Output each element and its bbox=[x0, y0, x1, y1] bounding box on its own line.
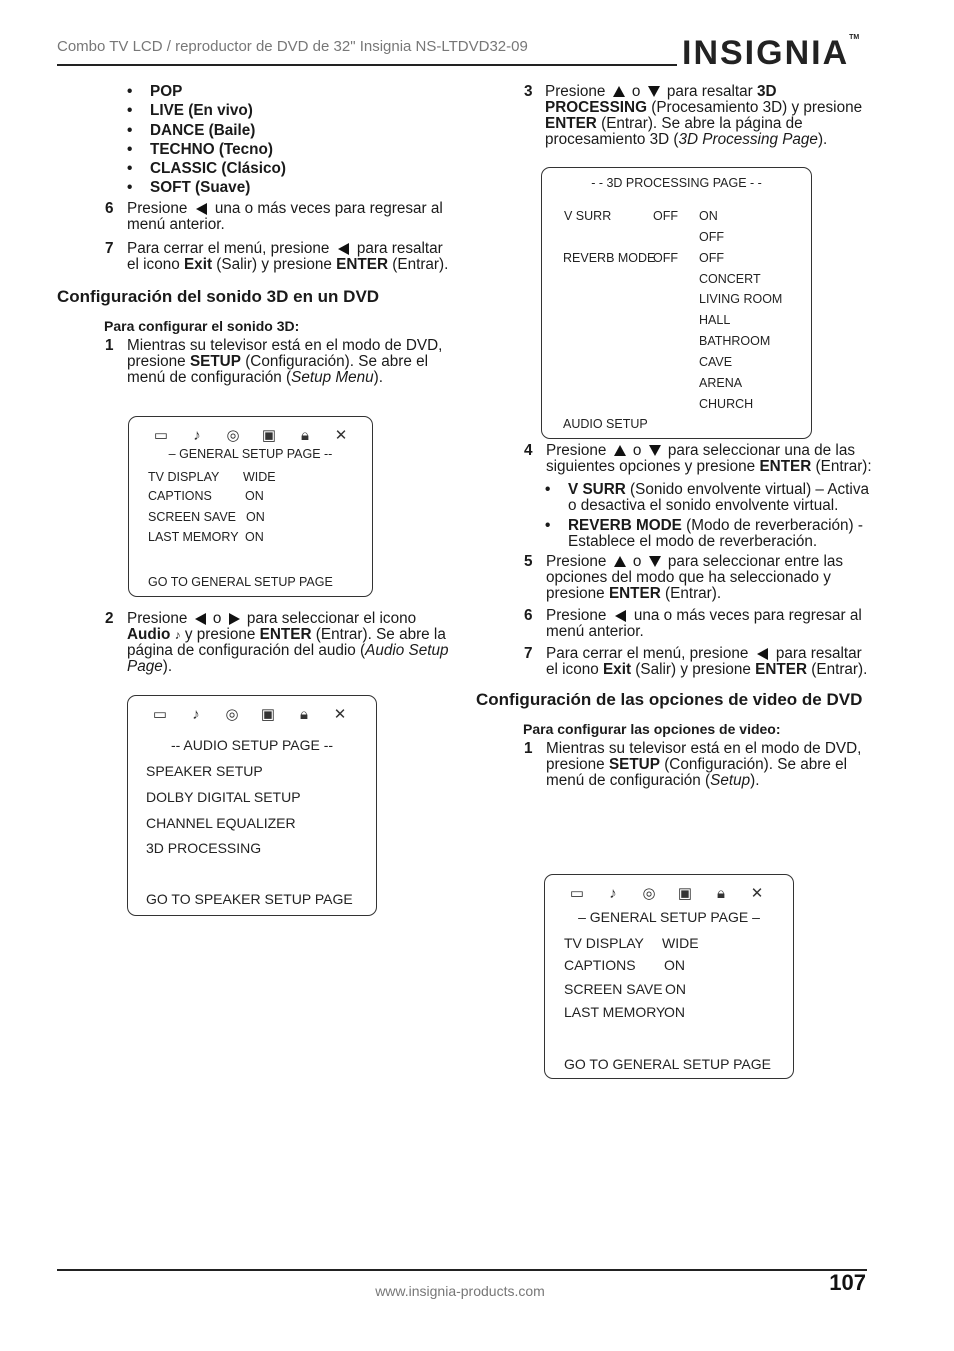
tv-icon: ▭ bbox=[153, 427, 169, 444]
menu-value: ON bbox=[245, 489, 264, 503]
menu-option: CAVE bbox=[699, 355, 733, 369]
audio-icon: ♪ bbox=[609, 884, 617, 902]
menu-icon-bar bbox=[149, 425, 353, 445]
menu-value: WIDE bbox=[243, 470, 276, 484]
video-icon: ▣ bbox=[677, 885, 693, 902]
lock-icon: 🔒︎ bbox=[717, 884, 725, 902]
step-number: 4 bbox=[524, 442, 533, 459]
audio-icon: ♪ bbox=[174, 628, 181, 642]
menu-title: -- AUDIO SETUP PAGE -- bbox=[170, 737, 334, 753]
step-1: 1 Mientras su televisor está en el modo de DVD, presione SETUP (Configuración). Se abre el menú de configuración (Setup Menu). bbox=[105, 337, 443, 387]
section-heading: Configuración de las opciones de video de DVD bbox=[476, 690, 863, 709]
menu-label: CAPTIONS bbox=[148, 489, 212, 503]
menu-label: TV DISPLAY bbox=[564, 935, 644, 951]
menu-value: ON bbox=[665, 981, 686, 997]
down-arrow-icon bbox=[649, 445, 661, 456]
menu-title: - - 3D PROCESSING PAGE - - bbox=[591, 176, 762, 190]
lock-icon: 🔒︎ bbox=[301, 426, 309, 444]
step-7: 7 Para cerrar el menú, presione para resaltar el icono Exit (Salir) y presione ENTER (Entrar). bbox=[524, 645, 868, 678]
menu-option: CHURCH bbox=[699, 397, 754, 411]
left-column bbox=[57, 84, 457, 386]
menu-item: DOLBY DIGITAL SETUP bbox=[146, 789, 301, 805]
menu-label: SCREEN SAVE bbox=[564, 981, 663, 997]
up-arrow-icon bbox=[614, 445, 626, 456]
left-arrow-icon bbox=[615, 610, 626, 622]
menu-title: – GENERAL SETUP PAGE – bbox=[578, 909, 760, 925]
list-item: • POP bbox=[127, 84, 457, 100]
list-item: • SOFT (Suave) bbox=[127, 180, 457, 196]
menu-item: CHANNEL EQUALIZER bbox=[146, 815, 296, 831]
footer-rule bbox=[57, 1269, 867, 1271]
menu-option: BATHROOM bbox=[699, 334, 771, 348]
up-arrow-icon bbox=[614, 556, 626, 567]
general-setup-menu bbox=[128, 416, 373, 597]
menu-label: CAPTIONS bbox=[564, 957, 636, 973]
step-number: 6 bbox=[105, 200, 114, 218]
left-arrow-icon bbox=[196, 203, 207, 215]
menu-option: OFF bbox=[699, 230, 724, 244]
right-arrow-icon bbox=[229, 613, 240, 625]
step-number: 6 bbox=[524, 607, 533, 624]
step-number: 1 bbox=[524, 740, 533, 757]
menu-label: V SURR bbox=[564, 209, 612, 223]
left-arrow-icon bbox=[195, 613, 206, 625]
dolby-icon: ◎ bbox=[226, 427, 240, 444]
step-number: 7 bbox=[105, 240, 114, 258]
left-arrow-icon bbox=[757, 648, 768, 660]
list-item: • LIVE (En vivo) bbox=[127, 103, 457, 119]
menu-footer: GO TO GENERAL SETUP PAGE bbox=[564, 1056, 771, 1072]
dolby-icon: ◎ bbox=[642, 885, 656, 902]
menu-title: – GENERAL SETUP PAGE -- bbox=[168, 447, 333, 461]
bullet: • bbox=[545, 481, 551, 498]
footer-url: www.insignia-products.com bbox=[375, 1283, 545, 1299]
menu-item: SPEAKER SETUP bbox=[146, 763, 263, 779]
step-4: 4 Presione o para seleccionar una de las siguientes opciones y presione ENTER (Entrar): bbox=[524, 442, 872, 475]
exit-icon: ✕ bbox=[750, 885, 764, 902]
exit-icon: ✕ bbox=[333, 706, 347, 723]
step-1: 1 Mientras su televisor está en el modo de DVD, presione SETUP (Configuración). Se abre el menú de configuración (Setup). bbox=[524, 740, 862, 789]
step-3: 3 Presione o para resaltar 3D PROCESSING (Procesamiento 3D) y presione ENTER (Entrar). Se abre la página de procesamiento 3D (3D Processing Page). bbox=[524, 83, 863, 148]
menu-option: OFF bbox=[699, 251, 724, 265]
menu-label: LAST MEMORY bbox=[148, 530, 239, 544]
lock-icon: 🔒︎ bbox=[300, 705, 308, 723]
tv-icon: ▭ bbox=[569, 885, 585, 902]
audio-setup-menu bbox=[127, 695, 377, 916]
bullet: • bbox=[545, 517, 551, 534]
menu-value: ON bbox=[246, 510, 265, 524]
page-number: 107 bbox=[829, 1270, 866, 1295]
menu-value: OFF bbox=[653, 209, 678, 223]
menu-label: TV DISPLAY bbox=[148, 470, 220, 484]
right-column-steps bbox=[476, 443, 876, 789]
step-number: 2 bbox=[105, 610, 114, 627]
menu-footer: AUDIO SETUP bbox=[563, 417, 648, 431]
audio-icon: ♪ bbox=[193, 426, 201, 444]
list-item: • DANCE (Baile) bbox=[127, 123, 457, 139]
menu-option: ARENA bbox=[699, 376, 743, 390]
step-6: 6 Presione una o más veces para regresar al menú anterior. bbox=[524, 607, 862, 640]
procedure-title: Para configurar las opciones de video: bbox=[523, 721, 781, 737]
procedure-title: Para configurar el sonido 3D: bbox=[104, 318, 300, 335]
step-5: 5 Presione o para seleccionar entre las opciones del modo que ha seleccionado y presione ENTER (Entrar). bbox=[524, 553, 844, 602]
step-number: 5 bbox=[524, 553, 533, 570]
list-item: • TECHNO (Tecno) bbox=[127, 142, 457, 158]
audio-icon: ♪ bbox=[192, 705, 200, 723]
general-setup-menu-video bbox=[544, 874, 794, 1079]
step-2: 2 Presione o para seleccionar el icono Audio ♪ y presione ENTER (Entrar). Se abre la página de configuración del audio (Audio Setup Page). bbox=[105, 610, 449, 675]
section-heading: Configuración del sonido 3D en un DVD bbox=[57, 287, 380, 307]
video-icon: ▣ bbox=[260, 706, 276, 723]
menu-value: ON bbox=[245, 530, 264, 544]
tv-icon: ▭ bbox=[152, 706, 168, 723]
step-6: 6 Presione una o más veces para regresar al menú anterior. bbox=[105, 200, 443, 234]
dolby-icon: ◎ bbox=[225, 706, 239, 723]
menu-item: 3D PROCESSING bbox=[146, 840, 262, 856]
menu-footer: GO TO SPEAKER SETUP PAGE bbox=[146, 891, 353, 907]
step-number: 3 bbox=[524, 83, 533, 100]
menu-value: ON bbox=[664, 957, 685, 973]
menu-label: LAST MEMORY bbox=[564, 1004, 666, 1020]
header-rule bbox=[57, 64, 677, 66]
menu-footer: GO TO GENERAL SETUP PAGE bbox=[148, 575, 333, 589]
step-7: 7 Para cerrar el menú, presione para resaltar el icono Exit (Salir) y presione ENTER (Entrar). bbox=[105, 240, 449, 274]
3d-processing-menu bbox=[541, 167, 812, 439]
video-icon: ▣ bbox=[261, 427, 277, 444]
logo-text: INSIGNIA bbox=[682, 34, 850, 72]
exit-icon: ✕ bbox=[334, 427, 348, 444]
menu-label: REVERB MODE bbox=[563, 251, 656, 265]
up-arrow-icon bbox=[613, 86, 625, 97]
menu-value: WIDE bbox=[662, 935, 699, 951]
menu-option: HALL bbox=[699, 313, 731, 327]
left-arrow-icon bbox=[338, 243, 349, 255]
menu-option: ON bbox=[699, 209, 718, 223]
menu-option: LIVING ROOM bbox=[699, 292, 783, 306]
equalizer-options-list bbox=[127, 84, 457, 196]
menu-icon-bar bbox=[565, 883, 769, 903]
step-number: 1 bbox=[105, 337, 114, 355]
logo-trademark: TM bbox=[849, 34, 860, 41]
list-item: • CLASSIC (Clásico) bbox=[127, 161, 457, 177]
step-number: 7 bbox=[524, 645, 533, 662]
down-arrow-icon bbox=[648, 86, 660, 97]
menu-label: SCREEN SAVE bbox=[148, 510, 236, 524]
menu-value: OFF bbox=[653, 251, 678, 265]
menu-icon-bar bbox=[148, 704, 352, 724]
document-header-title: Combo TV LCD / reproductor de DVD de 32" Insignia NS-LTDVD32-09 bbox=[57, 38, 528, 55]
menu-value: ON bbox=[664, 1004, 685, 1020]
menu-option: CONCERT bbox=[699, 272, 761, 286]
insignia-logo bbox=[682, 34, 859, 73]
option-v-surr: • V SURR (Sonido envolvente virtual) – Activa o desactiva el sonido envolvente virtual. bbox=[545, 481, 869, 514]
down-arrow-icon bbox=[649, 556, 661, 567]
right-column bbox=[476, 84, 876, 148]
option-reverb-mode: • REVERB MODE (Modo de reverberación) - Establece el modo de reverberación. bbox=[545, 517, 863, 550]
left-column-step2 bbox=[57, 611, 457, 675]
